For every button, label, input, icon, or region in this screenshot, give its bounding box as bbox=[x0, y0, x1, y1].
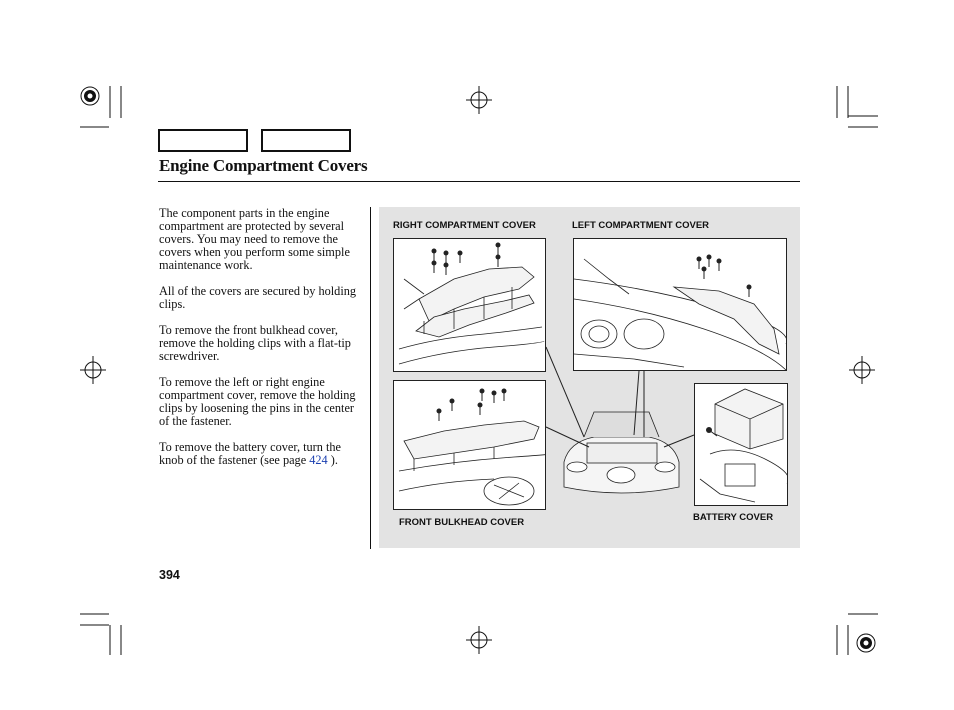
paragraph-clips: All of the covers are secured by holding clips. bbox=[159, 284, 357, 311]
page-reference-link[interactable]: 424 bbox=[309, 453, 328, 467]
label-front-bulkhead-cover: FRONT BULKHEAD COVER bbox=[399, 517, 525, 528]
column-divider bbox=[370, 207, 371, 549]
leader-lines bbox=[379, 207, 800, 548]
battery-text: To remove the battery cover, turn the knob of the fastener (see page bbox=[159, 440, 342, 467]
paragraph-battery-cover bbox=[159, 441, 364, 467]
section-title: Engine Compartment Covers bbox=[159, 156, 368, 175]
paragraph-intro: The component parts in the engine compartment are protected by several covers. You may need to remove the covers when you perform some simple maintenance work. bbox=[159, 206, 350, 272]
header-tab-box-1 bbox=[158, 129, 248, 152]
header-tab-box-2 bbox=[261, 129, 351, 152]
body-text bbox=[159, 207, 364, 480]
page-number: 394 bbox=[159, 568, 180, 582]
label-battery-cover: BATTERY COVER bbox=[693, 512, 774, 523]
label-right-compartment-cover: RIGHT COMPARTMENT COVER bbox=[393, 220, 536, 231]
title-rule bbox=[158, 181, 800, 182]
paragraph-compartment-covers: To remove the left or right engine compartment cover, remove the holding clips by loosening the pins in the center of the fastener. bbox=[159, 375, 356, 428]
label-left-compartment-cover: LEFT COMPARTMENT COVER bbox=[572, 220, 710, 231]
battery-text-end: ). bbox=[327, 453, 338, 467]
paragraph-front-bulkhead: To remove the front bulkhead cover, remove the holding clips with a flat-tip screwdriver. bbox=[159, 323, 351, 363]
engine-covers-figure bbox=[379, 207, 800, 548]
